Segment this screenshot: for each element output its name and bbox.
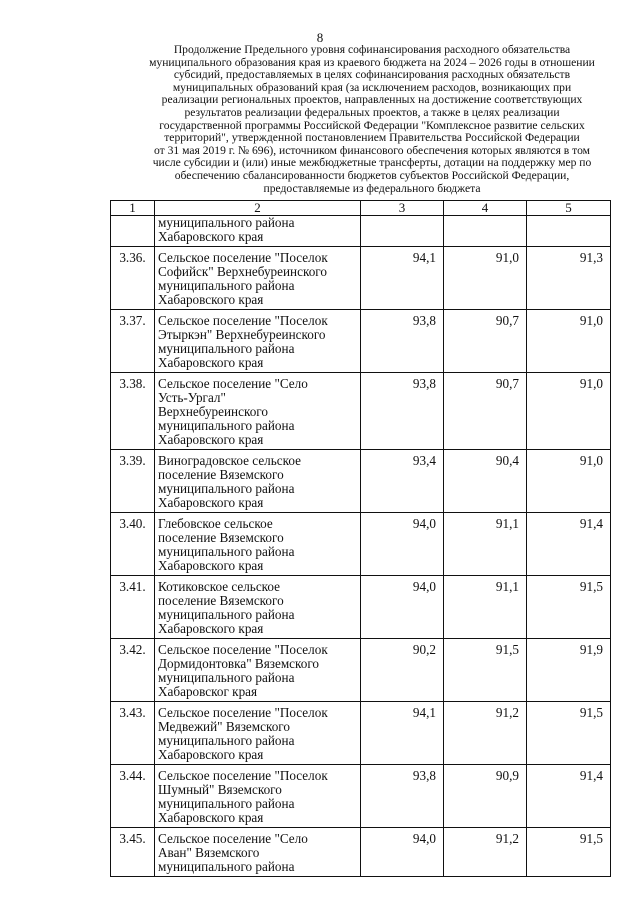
- name-line: муниципального района: [158, 670, 295, 685]
- name-line: Глебовское сельское: [158, 516, 273, 531]
- name-line: Сельское поселение "Поселок: [158, 768, 328, 783]
- row-number: 3.43.: [111, 702, 155, 765]
- document-heading: [126, 44, 618, 195]
- value-2026: 91,3: [527, 247, 611, 310]
- name-line: муниципального района: [158, 607, 295, 622]
- value-2025: 91,1: [444, 513, 527, 576]
- name-line: Хабаровског края: [158, 684, 258, 699]
- value-2025: 90,4: [444, 450, 527, 513]
- value-2026: 91,5: [527, 828, 611, 877]
- value-2024: 93,8: [361, 765, 444, 828]
- name-line: Верхнебуреинского: [158, 404, 268, 419]
- heading-line: территорий", утвержденной постановлением Правительства Российской Федерации: [164, 131, 580, 145]
- value-2026: 91,4: [527, 513, 611, 576]
- heading-line: обеспечению сбалансированности бюджетов субъектов Российской Федерации,: [174, 168, 570, 182]
- value-2025: 90,9: [444, 765, 527, 828]
- value-2026: 91,9: [527, 639, 611, 702]
- table-row-continuation: [111, 216, 611, 247]
- row-number: 3.41.: [111, 576, 155, 639]
- cofinancing-table: [110, 200, 611, 877]
- name-line: муниципального района: [158, 215, 295, 230]
- name-line: Софийск" Верхнебуреинского: [158, 264, 327, 279]
- name-line: Сельское поселение "Село: [158, 376, 308, 391]
- name-line: Усть-Ургал": [158, 390, 226, 405]
- value-2025: 91,2: [444, 702, 527, 765]
- name-line: Шумный" Вяземского: [158, 782, 282, 797]
- name-line: Котиковское сельское: [158, 579, 281, 594]
- row-number: 3.36.: [111, 247, 155, 310]
- value-2025: 91,1: [444, 576, 527, 639]
- settlement-name: [155, 513, 361, 576]
- name-line: Сельское поселение "Поселок: [158, 642, 328, 657]
- page-number: 8: [316, 30, 324, 45]
- value-2024: 94,1: [361, 702, 444, 765]
- value-2026: 91,5: [527, 576, 611, 639]
- heading-line: числе субсидии и (или) иные межбюджетные трансферты, дотации на поддержку мер по: [152, 156, 592, 170]
- name-line: Аван" Вяземского: [158, 845, 260, 860]
- name-line: Сельское поселение "Поселок: [158, 313, 328, 328]
- settlement-name: [155, 310, 361, 373]
- name-line: Виноградовское сельское: [158, 453, 301, 468]
- table-row: [111, 373, 611, 450]
- name-line: муниципального района: [158, 341, 295, 356]
- value-2024: 94,0: [361, 576, 444, 639]
- name-line: Хабаровского края: [158, 432, 264, 447]
- heading-line: реализации региональных проектов, направленных на достижение соответствующих: [161, 93, 583, 107]
- column-header: 3: [361, 201, 444, 216]
- table-row: [111, 828, 611, 877]
- heading-line: результатов реализации федеральных проектов, а также в целях реализации: [184, 105, 560, 119]
- name-line: Сельское поселение "Село: [158, 831, 308, 846]
- value-2025: 90,7: [444, 310, 527, 373]
- settlement-name: [155, 373, 361, 450]
- name-line: Сельское поселение "Поселок: [158, 250, 328, 265]
- value-2024: 93,8: [361, 373, 444, 450]
- value-2024: 94,0: [361, 513, 444, 576]
- column-header: 4: [444, 201, 527, 216]
- name-line: Хабаровского края: [158, 355, 264, 370]
- name-line: Медвежий" Вяземского: [158, 719, 290, 734]
- table-row: [111, 639, 611, 702]
- value-2025: 91,5: [444, 639, 527, 702]
- row-number: 3.39.: [111, 450, 155, 513]
- settlement-name: [155, 765, 361, 828]
- column-header: 2: [155, 201, 361, 216]
- continued-name-cell: [155, 216, 361, 247]
- row-number: 3.37.: [111, 310, 155, 373]
- heading-line: предоставляемые из федерального бюджета: [263, 181, 481, 195]
- row-number: 3.45.: [111, 828, 155, 877]
- name-line: муниципального района: [158, 796, 295, 811]
- settlement-name: [155, 828, 361, 877]
- name-line: муниципального района: [158, 481, 295, 496]
- name-line: Хабаровского края: [158, 558, 264, 573]
- heading-line: субсидий, предоставляемых в целях софинансирования расходных обязательств: [173, 68, 571, 82]
- value-2026: 91,0: [527, 373, 611, 450]
- heading-line: государственной программы Российской Федерации "Комплексное развитие сельских: [159, 118, 585, 132]
- heading-line: муниципального образования края из краевого бюджета на 2024 – 2026 годы в отношении: [149, 55, 595, 69]
- heading-line: от 31 мая 2019 г. № 696), источником финансового обеспечения которых являются в том: [153, 143, 591, 157]
- row-number: 3.42.: [111, 639, 155, 702]
- value-2024: 94,1: [361, 247, 444, 310]
- value-2024: 94,0: [361, 828, 444, 877]
- heading-line: муниципальных образований края (за исключением расходов, возникающих при: [172, 80, 572, 94]
- table-row: [111, 765, 611, 828]
- column-header: 5: [527, 201, 611, 216]
- value-2025: 91,0: [444, 247, 527, 310]
- name-line: Дормидонтовка" Вяземского: [158, 656, 320, 671]
- value-2026: 91,4: [527, 765, 611, 828]
- name-line: поселение Вяземского: [158, 530, 284, 545]
- table-row: [111, 310, 611, 373]
- table-row: [111, 247, 611, 310]
- value-2026: 91,0: [527, 450, 611, 513]
- name-line: поселение Вяземского: [158, 467, 284, 482]
- settlement-name: [155, 639, 361, 702]
- value-2026: 91,0: [527, 310, 611, 373]
- name-line: Хабаровского края: [158, 621, 264, 636]
- name-line: муниципального района: [158, 733, 295, 748]
- value-2024: 90,2: [361, 639, 444, 702]
- name-line: муниципального района: [158, 544, 295, 559]
- value-2025: 90,7: [444, 373, 527, 450]
- row-number: 3.40.: [111, 513, 155, 576]
- name-line: Хабаровского края: [158, 747, 264, 762]
- table-header-row: [111, 201, 611, 216]
- table-row: [111, 450, 611, 513]
- settlement-name: [155, 576, 361, 639]
- value-2024: 93,4: [361, 450, 444, 513]
- name-line: муниципального района: [158, 278, 295, 293]
- name-line: Хабаровского края: [158, 229, 264, 244]
- table-row: [111, 576, 611, 639]
- settlement-name: [155, 702, 361, 765]
- settlement-name: [155, 450, 361, 513]
- row-number: 3.44.: [111, 765, 155, 828]
- value-2024: 93,8: [361, 310, 444, 373]
- value-2026: 91,5: [527, 702, 611, 765]
- table-row: [111, 702, 611, 765]
- settlement-name: [155, 247, 361, 310]
- value-2025: 91,2: [444, 828, 527, 877]
- name-line: Этыркэн" Верхнебуреинского: [158, 327, 326, 342]
- name-line: муниципального района: [158, 859, 295, 874]
- column-header: 1: [111, 201, 155, 216]
- name-line: муниципального района: [158, 418, 295, 433]
- name-line: Хабаровского края: [158, 292, 264, 307]
- name-line: Хабаровского края: [158, 495, 264, 510]
- heading-line: Продолжение Предельного уровня софинансирования расходного обязательства: [173, 43, 571, 56]
- name-line: поселение Вяземского: [158, 593, 284, 608]
- name-line: Сельское поселение "Поселок: [158, 705, 328, 720]
- table-row: [111, 513, 611, 576]
- name-line: Хабаровского края: [158, 810, 264, 825]
- row-number: 3.38.: [111, 373, 155, 450]
